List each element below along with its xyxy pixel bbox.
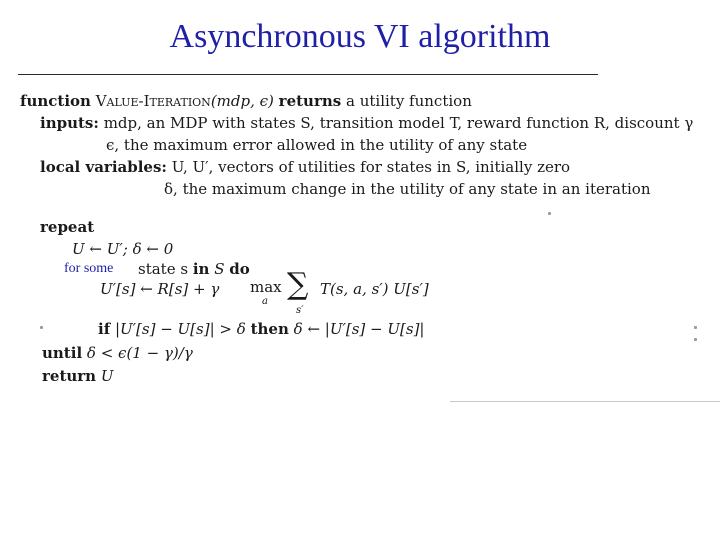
then-expression: δ ← |U′[s] − U[s]| [293, 320, 425, 338]
return-expression: U [100, 367, 114, 385]
until-keyword: until [42, 344, 83, 362]
local-variables-description: U, U′, vectors of utilities for states in S, initially zero [171, 158, 571, 176]
for-each-line [138, 260, 250, 278]
local-variables-line [40, 158, 570, 176]
sum-subscript: s′ [296, 305, 304, 316]
scan-speck [548, 212, 551, 215]
return-keyword: return [42, 367, 97, 385]
in-keyword: in [192, 260, 210, 278]
scan-speck [694, 338, 697, 341]
state-set: S [214, 260, 225, 278]
until-line [42, 344, 193, 362]
delta-description: δ, the maximum change in the utility of any state in an iteration [164, 180, 651, 198]
returns-keyword: returns [278, 92, 342, 110]
inputs-keyword: inputs: [40, 114, 99, 132]
repeat-keyword: repeat [40, 218, 95, 236]
epsilon-description: ϵ, the maximum error allowed in the utility of any state [106, 136, 528, 154]
local-variables-keyword: local variables: [40, 158, 167, 176]
if-line [98, 320, 424, 338]
epsilon-line [106, 136, 527, 154]
max-operator: max [250, 278, 282, 296]
top-divider [18, 74, 598, 75]
sum-body: T(s, a, s′) U[s′] [320, 280, 429, 298]
bottom-scan-edge [450, 401, 720, 402]
if-condition: |U′[s] − U[s]| > δ [114, 320, 246, 338]
scan-speck [694, 326, 697, 329]
max-subscript: a [262, 296, 268, 307]
function-signature-line [20, 92, 472, 110]
until-expression: δ < ϵ(1 − γ)/γ [86, 344, 193, 362]
overlay-for-some: for some [64, 261, 114, 276]
assignment-line [72, 240, 173, 258]
return-line [42, 367, 114, 385]
function-keyword: function [20, 92, 91, 110]
for-state-text: state s [138, 260, 189, 278]
do-keyword: do [229, 260, 250, 278]
sum-symbol: ∑ [287, 267, 309, 302]
then-keyword: then [250, 320, 289, 338]
inputs-description: mdp, an MDP with states S, transition model T, reward function R, discount γ [103, 114, 694, 132]
assignment-expression: U ← U′; δ ← 0 [72, 240, 174, 258]
function-arguments: (mdp, ϵ) [210, 92, 274, 110]
if-keyword: if [98, 320, 111, 338]
slide-title: Asynchronous VI algorithm [169, 18, 551, 55]
update-lhs: U′[s] ← R[s] + γ [100, 280, 220, 298]
inputs-line [40, 114, 693, 132]
returns-description: a utility function [346, 92, 472, 110]
function-name: Value-Iteration [95, 92, 211, 110]
delta-line [164, 180, 651, 198]
repeat-line [40, 218, 94, 236]
scan-speck [40, 326, 43, 329]
